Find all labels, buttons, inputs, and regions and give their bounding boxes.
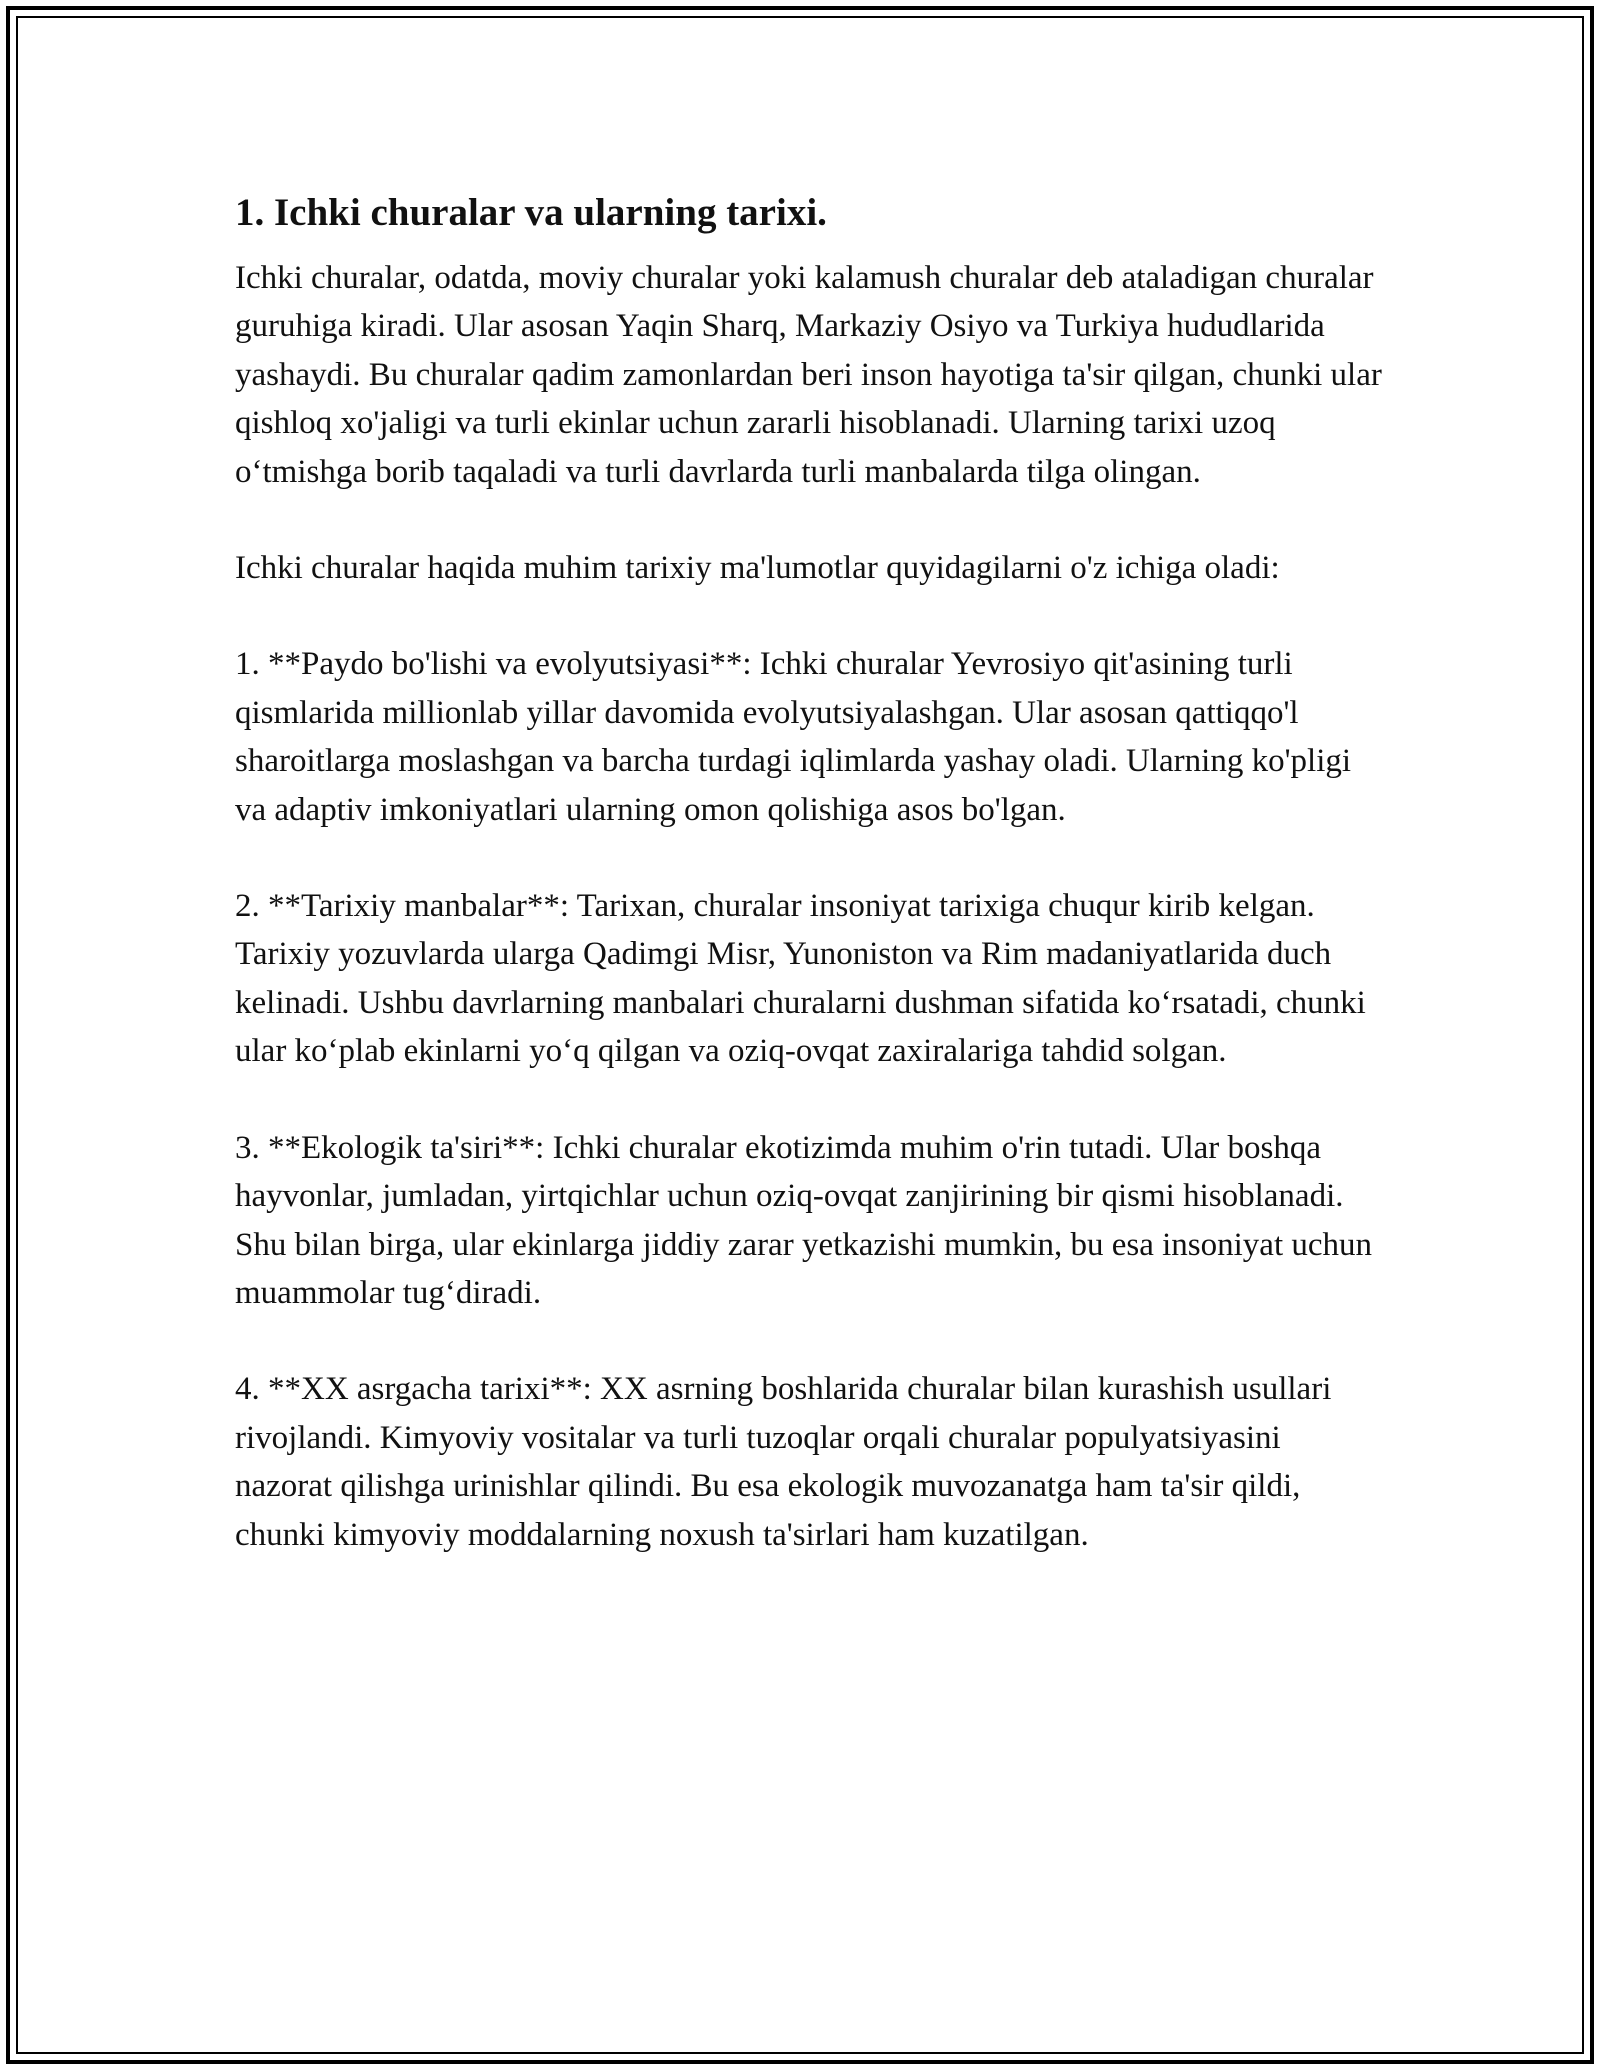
list-item-historical-sources: 2. **Tarixiy manbalar**: Tarixan, churalar insoniyat tarixiga chuqur kirib kelgan. Tarixiy yozuvlarda ularga Qadimgi Misr, Yunoniston va Rim madaniyatlarida duch kelinadi. Ushbu davrlarning manbalari churalarni dushman sifatida ko‘rsatadi, chunki ular ko‘plab ekinlarni yo‘q qilgan va oziq-ovqat zaxiralariga tahdid solgan. <box>235 888 1366 1070</box>
list-intro-paragraph: Ichki churalar haqida muhim tarixiy ma'lumotlar quyidagilarni o'z ichiga oladi: <box>235 550 1280 587</box>
document-body <box>235 182 1385 1559</box>
section-heading: 1. Ichki churalar va ularning tarixi. <box>235 191 827 234</box>
list-item-ecological-impact: 3. **Ekologik ta'siri**: Ichki churalar ekotizimda muhim o'rin tutadi. Ular boshqa hayvonlar, jumladan, yirtqichlar uchun oziq-ovqat zanjirining bir qismi hisoblanadi. Shu bilan birga, ular ekinlarga jiddiy zarar yetkazishi mumkin, bu esa insoniyat uchun muammolar tug‘diradi. <box>235 1129 1373 1311</box>
list-item-origin: 1. **Paydo bo'lishi va evolyutsiyasi**: Ichki churalar Yevrosiyo qit'asining turli qismlarida millionlab yillar davomida evolyutsiyalashgan. Ular asosan qattiqqo'l sharoitlarga moslashgan va barcha turdagi iqlimlarda yashay oladi. Ularning ko'pligi va adaptiv imkoniyatlari ularning omon qolishiga asos bo'lgan. <box>235 646 1352 828</box>
list-item-20th-century-history: 4. **XX asrgacha tarixi**: XX asrning boshlarida churalar bilan kurashish usullari rivojlandi. Kimyoviy vositalar va turli tuzoqlar orqali churalar populyatsiyasini nazorat qilishga urinishlar qilindi. Bu esa ekologik muvozanatga ham ta'sir qildi, chunki kimyoviy moddalarning noxush ta'sirlari ham kuzatilgan. <box>235 1371 1332 1553</box>
intro-paragraph: Ichki churalar, odatda, moviy churalar yoki kalamush churalar deb ataladigan churalar guruhiga kiradi. Ular asosan Yaqin Sharq, Markaziy Osiyo va Turkiya hududlarida yashaydi. Bu churalar qadim zamonlardan beri inson hayotiga ta'sir qilgan, chunki ular qishloq xo'jaligi va turli ekinlar uchun zararli hisoblanadi. Ularning tarixi uzoq o‘tmishga borib taqaladi va turli davrlarda turli manbalarda tilga olingan. <box>235 260 1382 490</box>
